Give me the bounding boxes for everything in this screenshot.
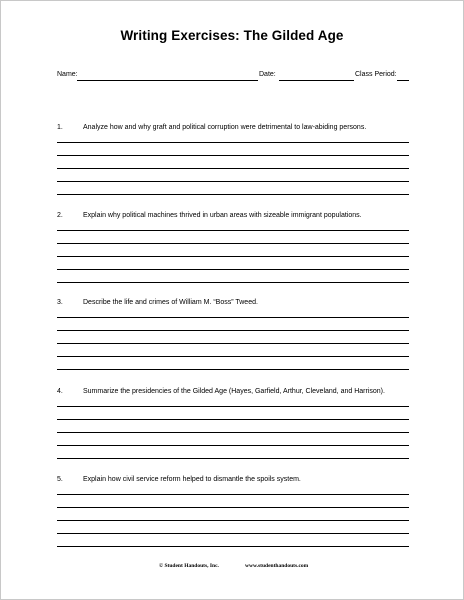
date-field[interactable] — [279, 80, 354, 81]
answer-line[interactable] — [57, 194, 409, 195]
class-period-label: Class Period: — [355, 71, 397, 78]
answer-line[interactable] — [57, 520, 409, 521]
answer-line[interactable] — [57, 142, 409, 143]
answer-line[interactable] — [57, 181, 409, 182]
date-label: Date: — [259, 71, 276, 78]
question-number: 1. — [57, 124, 63, 131]
question-prompt: Explain how civil service reform helped to dismantle the spoils system. — [83, 476, 301, 483]
answer-line[interactable] — [57, 406, 409, 407]
name-label: Name: — [57, 71, 78, 78]
answer-line[interactable] — [57, 168, 409, 169]
answer-line[interactable] — [57, 369, 409, 370]
question-number: 4. — [57, 388, 63, 395]
answer-line[interactable] — [57, 533, 409, 534]
page-title: Writing Exercises: The Gilded Age — [120, 28, 344, 43]
answer-line[interactable] — [57, 243, 409, 244]
answer-line[interactable] — [57, 256, 409, 257]
answer-line[interactable] — [57, 230, 409, 231]
footer-copyright: © Student Handouts, Inc. — [159, 563, 219, 569]
answer-line[interactable] — [57, 356, 409, 357]
answer-line[interactable] — [57, 343, 409, 344]
question-number: 5. — [57, 476, 63, 483]
question-number: 3. — [57, 299, 63, 306]
answer-line[interactable] — [57, 419, 409, 420]
footer-website: www.studenthandouts.com — [245, 563, 309, 569]
answer-line[interactable] — [57, 317, 409, 318]
class-period-field[interactable] — [397, 80, 409, 81]
answer-line[interactable] — [57, 445, 409, 446]
answer-line[interactable] — [57, 432, 409, 433]
question-prompt: Describe the life and crimes of William M. “Boss” Tweed. — [83, 299, 258, 306]
answer-line[interactable] — [57, 507, 409, 508]
student-info-line — [57, 71, 409, 85]
answer-line[interactable] — [57, 282, 409, 283]
name-field[interactable] — [77, 80, 258, 81]
answer-line[interactable] — [57, 546, 409, 547]
question-prompt: Summarize the presidencies of the Gilded Age (Hayes, Garfield, Arthur, Cleveland, and Harrison). — [83, 388, 385, 395]
answer-line[interactable] — [57, 330, 409, 331]
question-prompt: Analyze how and why graft and political corruption were detrimental to law-abiding persons. — [83, 124, 367, 131]
question-number: 2. — [57, 212, 63, 219]
question-prompt: Explain why political machines thrived in urban areas with sizeable immigrant populations. — [83, 212, 362, 219]
answer-line[interactable] — [57, 269, 409, 270]
answer-line[interactable] — [57, 155, 409, 156]
answer-line[interactable] — [57, 458, 409, 459]
answer-line[interactable] — [57, 494, 409, 495]
